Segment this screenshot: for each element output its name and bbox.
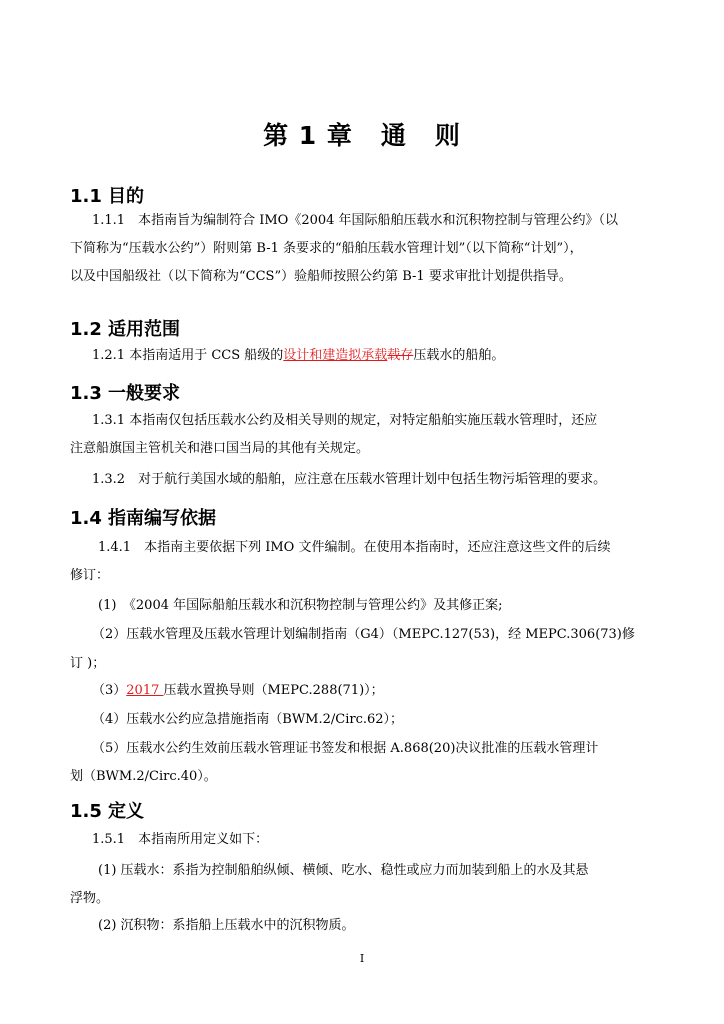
definition-continuation: 浮物。 xyxy=(70,891,110,906)
paragraph-line: 1.1.1 本指南旨为编制符合 IMO《2004 年国际船舶压载水和沉积物控制与管理公约》（以 xyxy=(92,213,619,228)
paragraph-line: 以及中国船级社（以下简称为“CCS”）验船师按照公约第 B-1 要求审批计划提供指导。 xyxy=(70,269,572,284)
paragraph-line: 1.3.2 对于航行美国水域的船舶，应注意在压载水管理计划中包括生物污垢管理的要求。 xyxy=(92,472,607,487)
paragraph-line: 1.3.1 本指南仅包括压载水公约及相关导则的规定，对特定船舶实施压载水管理时，还应 xyxy=(92,413,598,428)
chapter-title xyxy=(0,116,724,152)
section-heading-1-3 xyxy=(70,379,180,405)
section-title: 适用范围 xyxy=(108,319,180,340)
list-item: (1) 《2004 年国际船舶压载水和沉积物控制与管理公约》及其修正案; xyxy=(98,598,503,613)
section-heading-1-2 xyxy=(70,315,180,341)
page-number: I xyxy=(359,952,365,965)
section-number: 1.2 xyxy=(70,319,102,340)
list-item xyxy=(92,683,384,699)
list-item: （5）压载水公约生效前压载水管理证书签发和根据 A.868(20)决议批准的压载水管理计 xyxy=(92,741,599,756)
section-title: 定义 xyxy=(108,801,144,822)
tracked-deletion: 载存 xyxy=(387,348,414,363)
section-heading-1-5 xyxy=(70,797,144,823)
definition-item: (2) 沉积物：系指船上压载水中的沉积物质。 xyxy=(98,918,355,933)
chapter-word-1: 通 xyxy=(380,121,407,150)
text-run: （3） xyxy=(92,683,127,698)
chapter-number: 第 1 章 xyxy=(263,121,353,150)
section-title: 目的 xyxy=(108,186,144,207)
paragraph-line: 下简称为“压载水公约”）附则第 B-1 条要求的“船舶压载水管理计划”（以下简称“计划”）， xyxy=(70,241,583,256)
section-number: 1.5 xyxy=(70,801,102,822)
list-item: （4）压载水公约应急措施指南（BWM.2/Circ.62）； xyxy=(92,712,404,727)
text-run: 压载水置换导则（MEPC.288(71)）； xyxy=(163,683,384,698)
section-number: 1.3 xyxy=(70,383,102,404)
list-item-continuation: 划（BWM.2/Circ.40）。 xyxy=(70,769,217,784)
section-heading-1-1 xyxy=(70,182,144,208)
text-run: 压载水的船舶。 xyxy=(413,348,505,363)
section-number: 1.1 xyxy=(70,186,102,207)
paragraph-line xyxy=(92,348,504,364)
paragraph-line: 注意船旗国主管机关和港口国当局的其他有关规定。 xyxy=(70,441,370,456)
section-title: 指南编写依据 xyxy=(108,508,216,529)
list-item: （2）压载水管理及压载水管理计划编制指南（G4）（MEPC.127(53)，经 MEPC.306(73)修 xyxy=(92,627,635,642)
section-number: 1.4 xyxy=(70,508,102,529)
paragraph-line: 1.4.1 本指南主要依据下列 IMO 文件编制。在使用本指南时，还应注意这些文件的后续 xyxy=(98,540,611,555)
section-heading-1-4 xyxy=(70,504,216,530)
text-run: 1.2.1 本指南适用于 CCS 船级的 xyxy=(92,348,284,363)
paragraph-line: 1.5.1 本指南所用定义如下： xyxy=(92,832,269,847)
tracked-insertion: 2017 xyxy=(126,683,164,698)
definition-item: (1) 压载水：系指为控制船舶纵倾、横倾、吃水、稳性或应力而加装到船上的水及其悬 xyxy=(98,863,589,878)
paragraph-line: 修订： xyxy=(70,568,110,583)
tracked-insertion: 设计和建造拟承载 xyxy=(283,348,388,363)
chapter-word-2: 则 xyxy=(434,121,461,150)
list-item-continuation: 订 )； xyxy=(70,656,106,671)
section-title: 一般要求 xyxy=(108,383,180,404)
